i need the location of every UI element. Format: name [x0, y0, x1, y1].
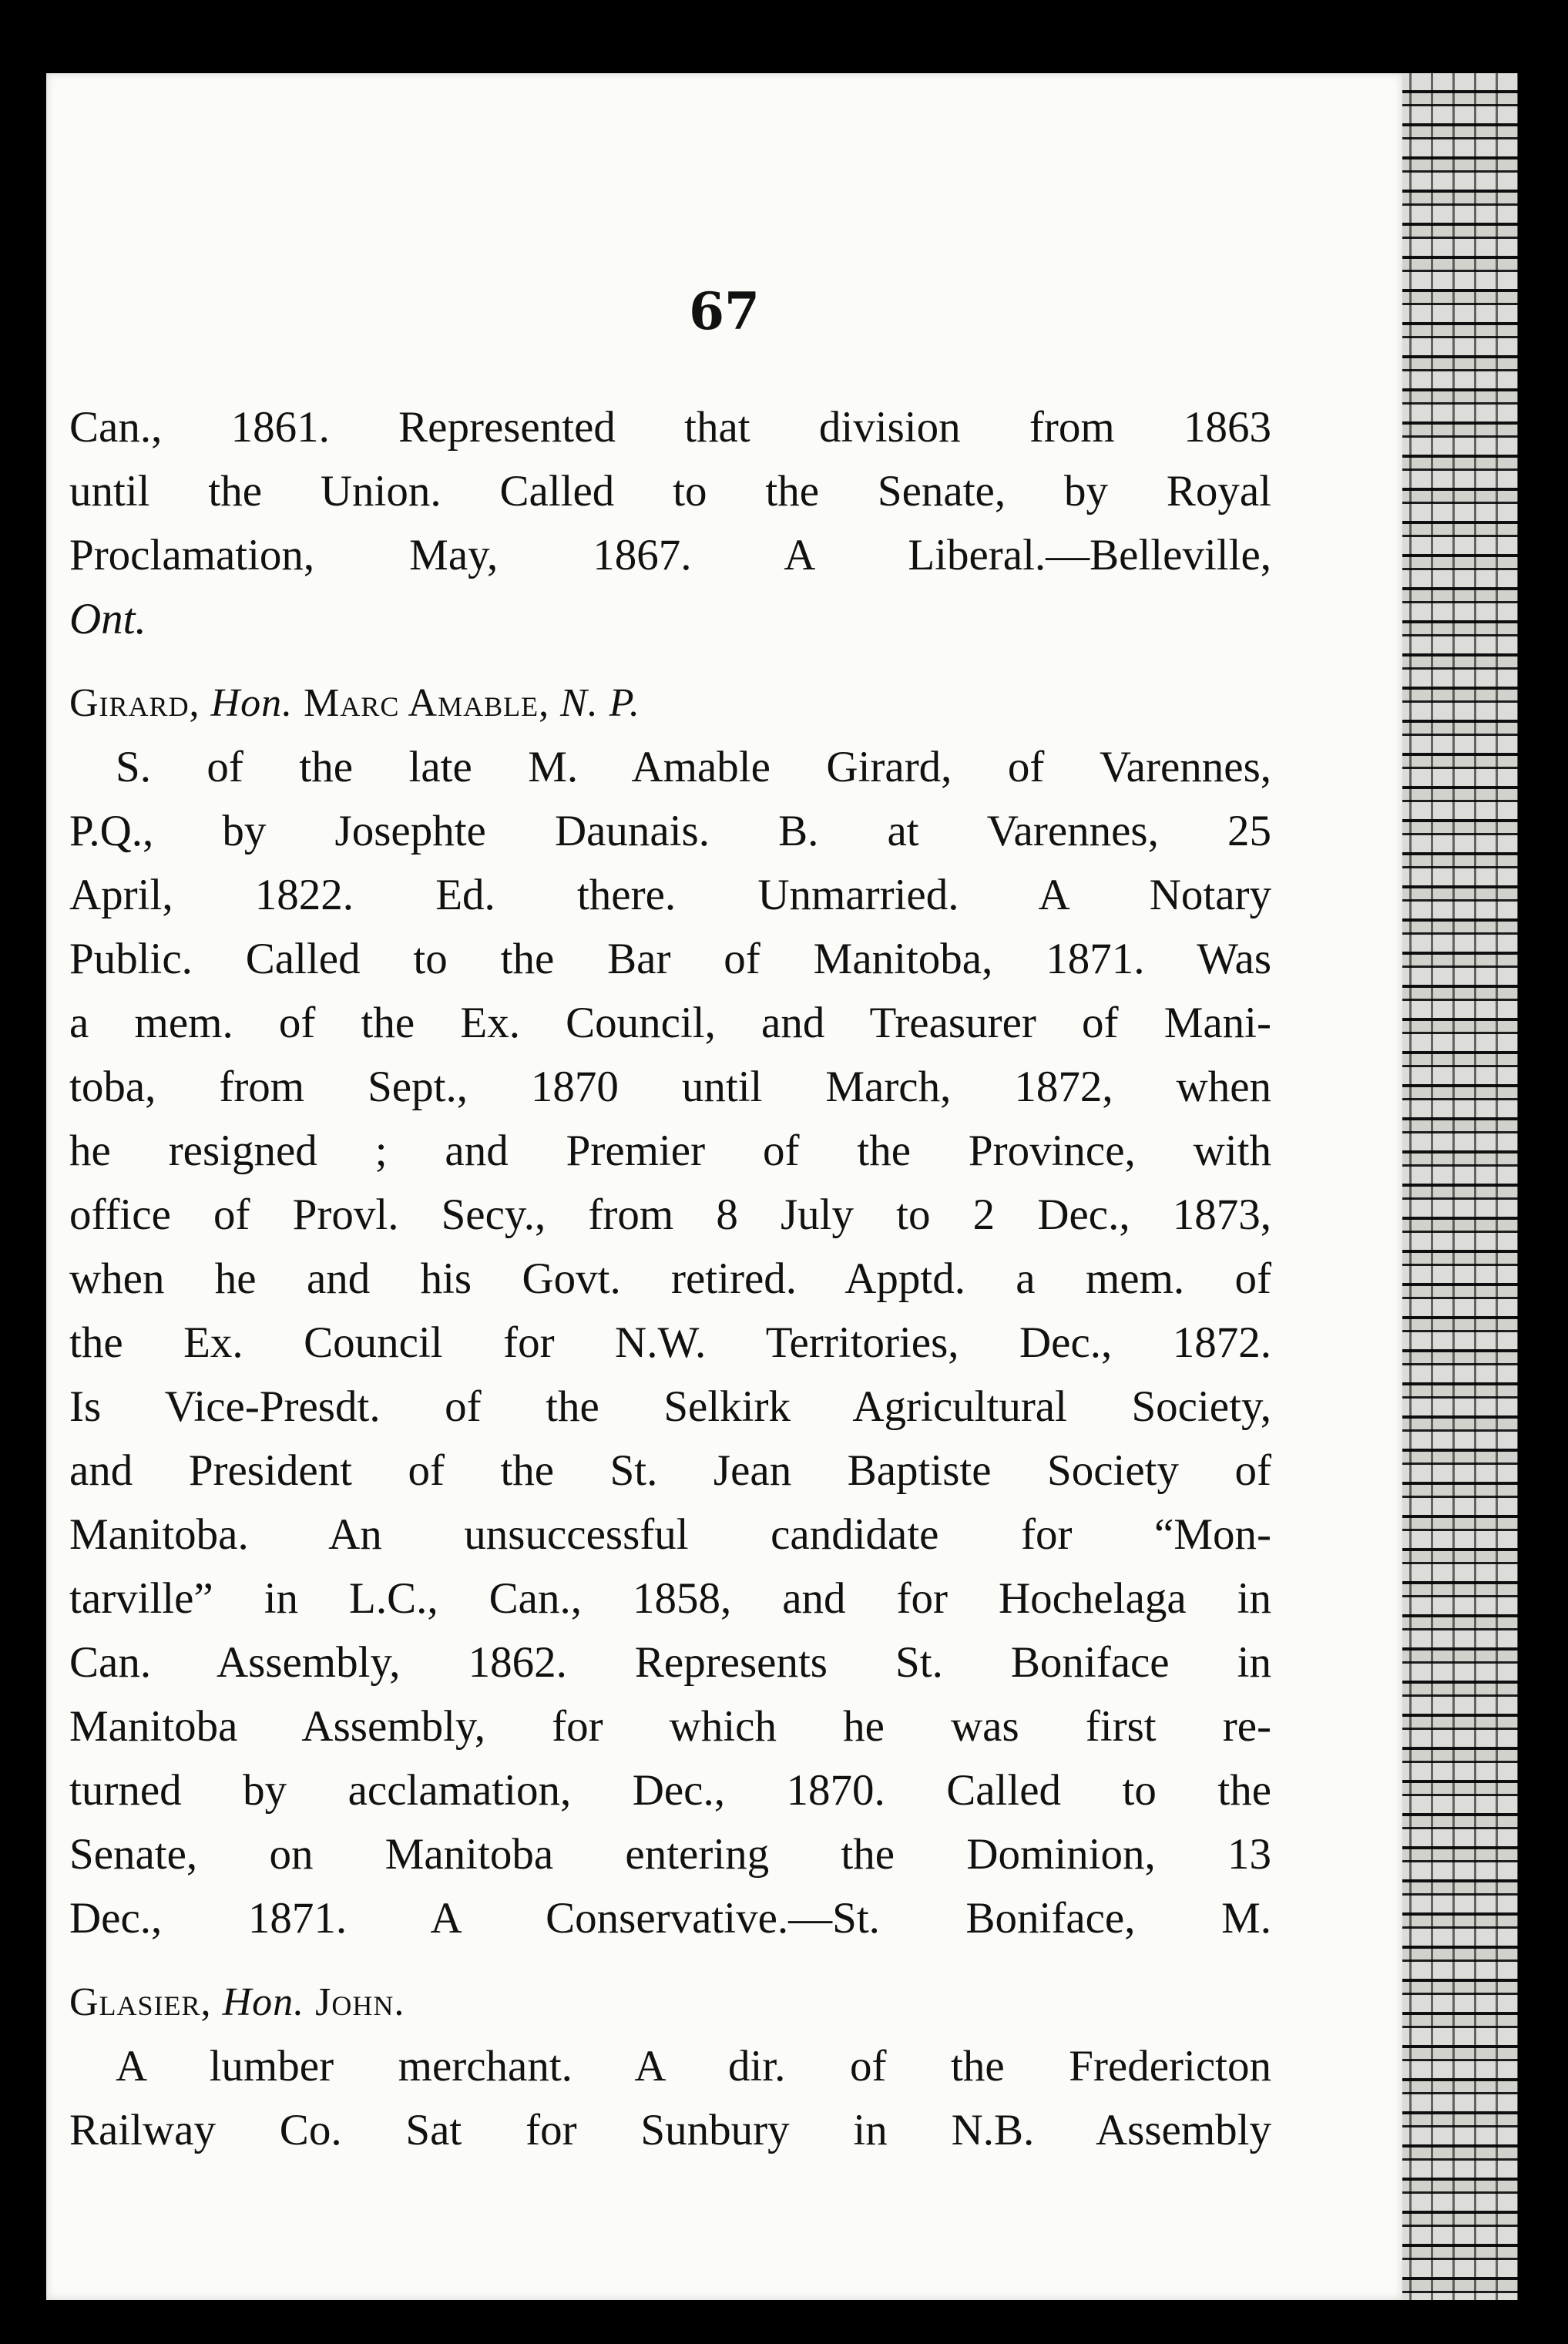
text-line: A lumber merchant. A dir. of the Fredericton	[116, 2042, 1271, 2090]
text-line: Dec., 1871. A Conservative.—St. Boniface, M.	[69, 1894, 1271, 1943]
text-line: Can., 1861. Represented that division from 1863	[69, 403, 1271, 452]
text-line: Manitoba Assembly, for which he was first re-	[69, 1702, 1271, 1751]
text-line: the Ex. Council for N.W. Territories, Dec., 1872.	[69, 1318, 1271, 1367]
text-line: Ont.	[69, 595, 146, 643]
heading-title: Hon.	[210, 681, 294, 725]
text-line: toba, from Sept., 1870 until March, 1872, when	[69, 1063, 1271, 1111]
text-line: when he and his Govt. retired. Apptd. a mem. of	[69, 1254, 1271, 1303]
text-line: Is Vice-Presdt. of the Selkirk Agricultural Society,	[69, 1382, 1271, 1431]
heading-surname: Glasier,	[69, 1980, 212, 2024]
text-line: office of Provl. Secy., from 8 July to 2 Dec., 1873,	[69, 1190, 1271, 1239]
text-line: P.Q., by Josephte Daunais. B. at Varennes, 25	[69, 807, 1271, 855]
text-line: Senate, on Manitoba entering the Dominion, 13	[69, 1830, 1271, 1879]
text-line: and President of the St. Jean Baptiste Society of	[69, 1446, 1271, 1495]
text-line: April, 1822. Ed. there. Unmarried. A Notary	[69, 871, 1271, 919]
heading-title: Hon.	[222, 1980, 305, 2024]
text-line: until the Union. Called to the Senate, by Royal	[69, 467, 1271, 515]
heading-names: John.	[315, 1980, 405, 2024]
text-line: a mem. of the Ex. Council, and Treasurer of Mani-	[69, 999, 1271, 1047]
book-page	[46, 73, 1402, 2300]
text-line: turned by acclamation, Dec., 1870. Called to the	[69, 1766, 1271, 1815]
text-line: Can. Assembly, 1862. Represents St. Boniface in	[69, 1638, 1271, 1687]
text-line: he resigned ; and Premier of the Province, with	[69, 1127, 1271, 1175]
entry-heading-glasier	[69, 1970, 1271, 2034]
page-text	[69, 395, 1271, 2162]
text-line: S. of the late M. Amable Girard, of Varennes,	[116, 743, 1271, 791]
text-line: Railway Co. Sat for Sunbury in N.B. Assembly	[69, 2106, 1271, 2154]
heading-surname: Girard,	[69, 681, 200, 725]
text-line: Manitoba. An unsuccessful candidate for “Mon-	[69, 1510, 1271, 1559]
text-line: tarville” in L.C., Can., 1858, and for Hochelaga in	[69, 1574, 1271, 1623]
page-edge-scan-artifact	[1402, 73, 1518, 2300]
heading-suffix: N. P.	[560, 681, 640, 725]
text-line: Public. Called to the Bar of Manitoba, 1871. Was	[69, 935, 1271, 983]
text-line: Proclamation, May, 1867. A Liberal.—Belleville,	[69, 531, 1271, 579]
heading-names: Marc Amable,	[304, 681, 550, 725]
entry-heading-girard	[69, 671, 1271, 735]
page-number: 67	[689, 281, 760, 341]
